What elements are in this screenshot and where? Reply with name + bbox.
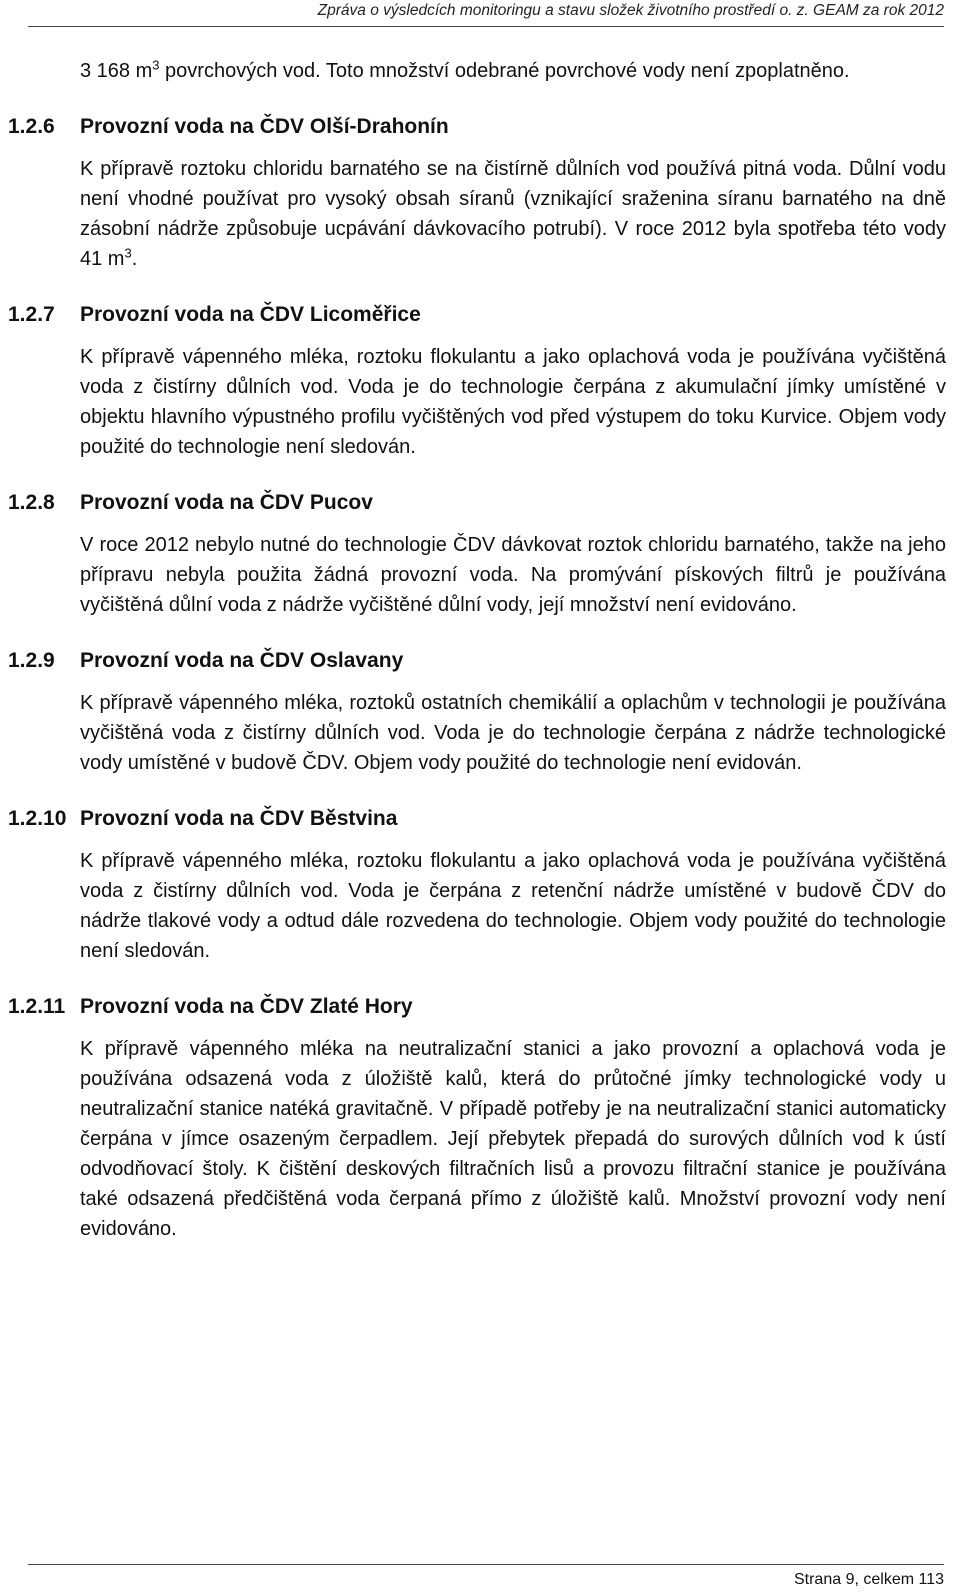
section-1-2-6 xyxy=(8,112,946,274)
section-number: 1.2.9 xyxy=(8,649,55,672)
document-body xyxy=(8,56,946,1244)
section-title: Provozní voda na ČDV Licoměřice xyxy=(80,303,421,326)
section-paragraph xyxy=(80,154,946,274)
section-1-2-11 xyxy=(8,992,946,1244)
intro-text-a: 3 168 m xyxy=(80,60,153,82)
section-number: 1.2.11 xyxy=(8,995,66,1018)
section-1-2-10 xyxy=(8,804,946,966)
intro-text-b: povrchových vod. Toto množství odebrané povrchové vody není zpoplatněno. xyxy=(159,60,850,82)
section-title: Provozní voda na ČDV Běstvina xyxy=(80,807,398,830)
footer-rule xyxy=(28,1564,944,1565)
section-number: 1.2.10 xyxy=(8,807,67,830)
section-title: Provozní voda na ČDV Oslavany xyxy=(80,649,404,672)
section-paragraph: K přípravě vápenného mléka na neutralizační stanici a jako provozní a oplachová voda je používána odsazená voda z úložiště kalů, která do průtočné jímky technologické vody u neutralizační stanice natéká gravitačně. V případě potřeby je na neutralizační stanici automaticky čerpána v jímce osazeným čerpadlem. Její přebytek přepadá do surových důlních vod k ústí odvodňovací štoly. K čištění deskových filtračních lisů a provozu filtrační stanice je používána také odsazená předčištěná voda čerpaná přímo z úložiště kalů. Množství provozní vody není evidováno. xyxy=(80,1038,946,1240)
section-paragraph: V roce 2012 nebylo nutné do technologie ČDV dávkovat roztok chloridu barnatého, takže na jeho přípravu nebyla použita žádná provozní voda. Na promývání pískových filtrů je používána vyčištěná důlní voda z nádrže vyčištěné důlní vody, její množství není evidováno. xyxy=(80,534,946,616)
section-1-2-7 xyxy=(8,300,946,462)
section-number: 1.2.6 xyxy=(8,115,55,138)
section-superscript: 3 xyxy=(124,245,132,261)
section-title: Provozní voda na ČDV Pucov xyxy=(80,491,373,514)
page-number: Strana 9, celkem 113 xyxy=(793,1571,944,1588)
section-title: Provozní voda na ČDV Zlaté Hory xyxy=(80,995,413,1018)
section-paragraph: K přípravě vápenného mléka, roztoků ostatních chemikálií a oplachům v technologii je používána vyčištěná voda z čistírny důlních vod. Voda je do technologie čerpána z nádrže technologické vody umístěné v budově ČDV. Objem vody použité do technologie není evidován. xyxy=(80,692,946,774)
running-header: Zpráva o výsledcích monitoringu a stavu složek životního prostředí o. z. GEAM za rok 2012 xyxy=(317,2,944,19)
intro-superscript: 3 xyxy=(152,57,160,73)
section-text-b: . xyxy=(131,248,138,270)
intro-paragraph xyxy=(80,56,946,86)
section-1-2-9 xyxy=(8,646,946,778)
section-text-a: K přípravě roztoku chloridu barnatého se na čistírně důlních vod používá pitná voda. Důlní vodu není vhodné používat pro vysoký obsah síranů (vznikající sraženina síranu barnatého na dně zásobní nádrže způsobuje ucpávání dávkovacího potrubí). V roce 2012 byla spotřeba této vody 41 m xyxy=(80,158,946,270)
section-1-2-8 xyxy=(8,488,946,620)
header-rule xyxy=(28,26,944,27)
section-title: Provozní voda na ČDV Olší-Drahonín xyxy=(80,115,449,138)
section-paragraph: K přípravě vápenného mléka, roztoku flokulantu a jako oplachová voda je používána vyčištěná voda z čistírny důlních vod. Voda je čerpána z retenční nádrže umístěné v budově ČDV do nádrže tlakové vody a odtud dále rozvedena do technologie. Objem vody použité do technologie není sledován. xyxy=(80,850,946,962)
section-paragraph: K přípravě vápenného mléka, roztoku flokulantu a jako oplachová voda je používána vyčištěná voda z čistírny důlních vod. Voda je do technologie čerpána z akumulační jímky umístěné v objektu hlavního výpustného profilu vyčištěných vod před výstupem do toku Kurvice. Objem vody použité do technologie není sledován. xyxy=(80,346,946,458)
section-number: 1.2.8 xyxy=(8,491,55,514)
section-number: 1.2.7 xyxy=(8,303,55,326)
